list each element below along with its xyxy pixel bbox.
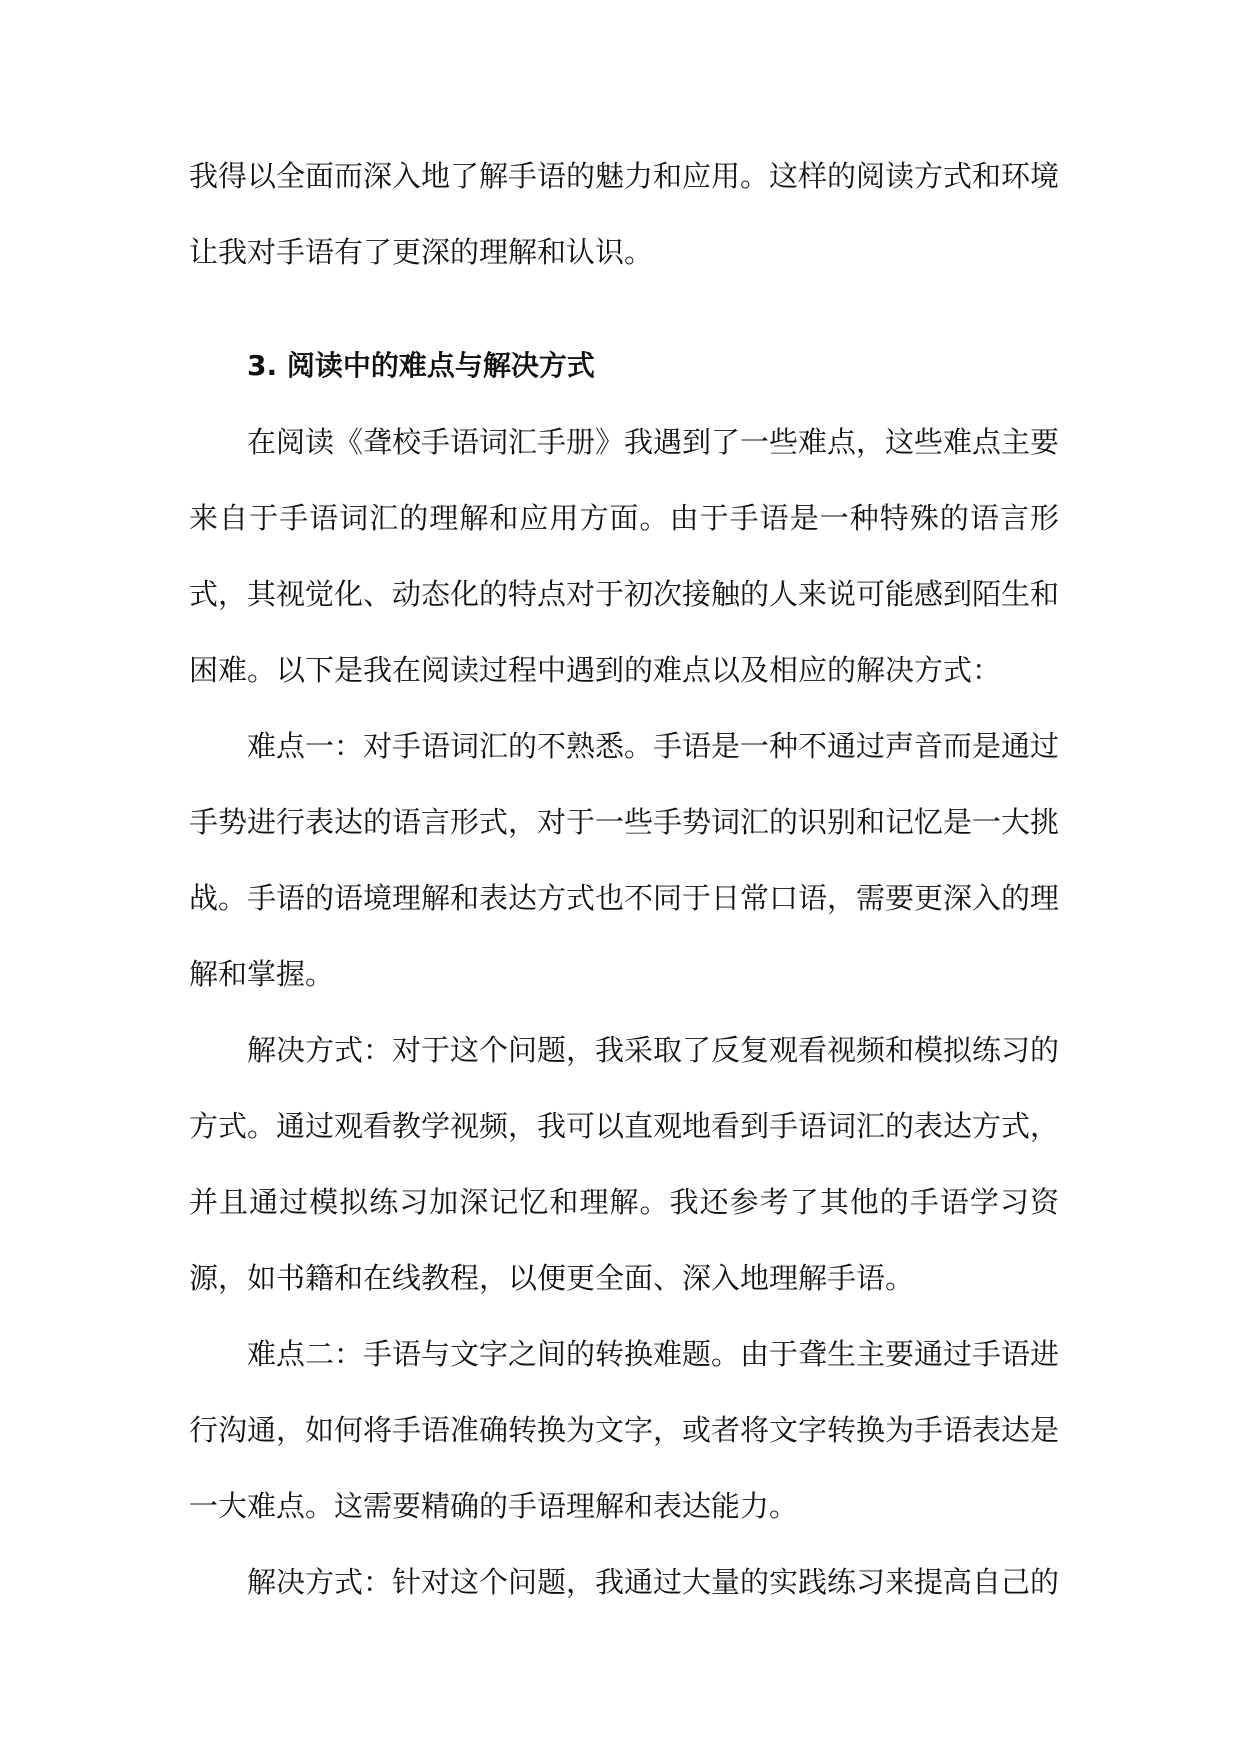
continuation-paragraph: 我得以全面而深入地了解手语的魅力和应用。这样的阅读方式和环境让我对手语有了更深的理解和认识。 [189,159,1060,269]
paragraph-solution-two: 解决方式：针对这个问题，我通过大量的实践练习来提高自己的 [247,1565,1060,1599]
paragraph-solution-one: 解决方式：对于这个问题，我采取了反复观看视频和模拟练习的方式。通过观看教学视频，我可以直观地看到手语词汇的表达方式，并且通过模拟练习加深记忆和理解。我还参考了其他的手语学习资源，如书籍和在线教程，以便更全面、深入地理解手语。 [189,1033,1060,1295]
document-body [189,138,1059,1620]
paragraph-intro: 在阅读《聋校手语词汇手册》我遇到了一些难点，这些难点主要来自于手语词汇的理解和应用方面。由于手语是一种特殊的语言形式，其视觉化、动态化的特点对于初次接触的人来说可能感到陌生和困难。以下是我在阅读过程中遇到的难点以及相应的解决方式： [189,425,1060,687]
paragraph-difficulty-one: 难点一：对手语词汇的不熟悉。手语是一种不通过声音而是通过手势进行表达的语言形式，对于一些手势词汇的识别和记忆是一大挑战。手语的语境理解和表达方式也不同于日常口语，需要更深入的理解和掌握。 [189,729,1060,991]
section-heading: 3. 阅读中的难点与解决方式 [247,349,595,382]
paragraph-difficulty-two: 难点二：手语与文字之间的转换难题。由于聋生主要通过手语进行沟通，如何将手语准确转换为文字，或者将文字转换为手语表达是一大难点。这需要精确的手语理解和表达能力。 [189,1337,1060,1523]
